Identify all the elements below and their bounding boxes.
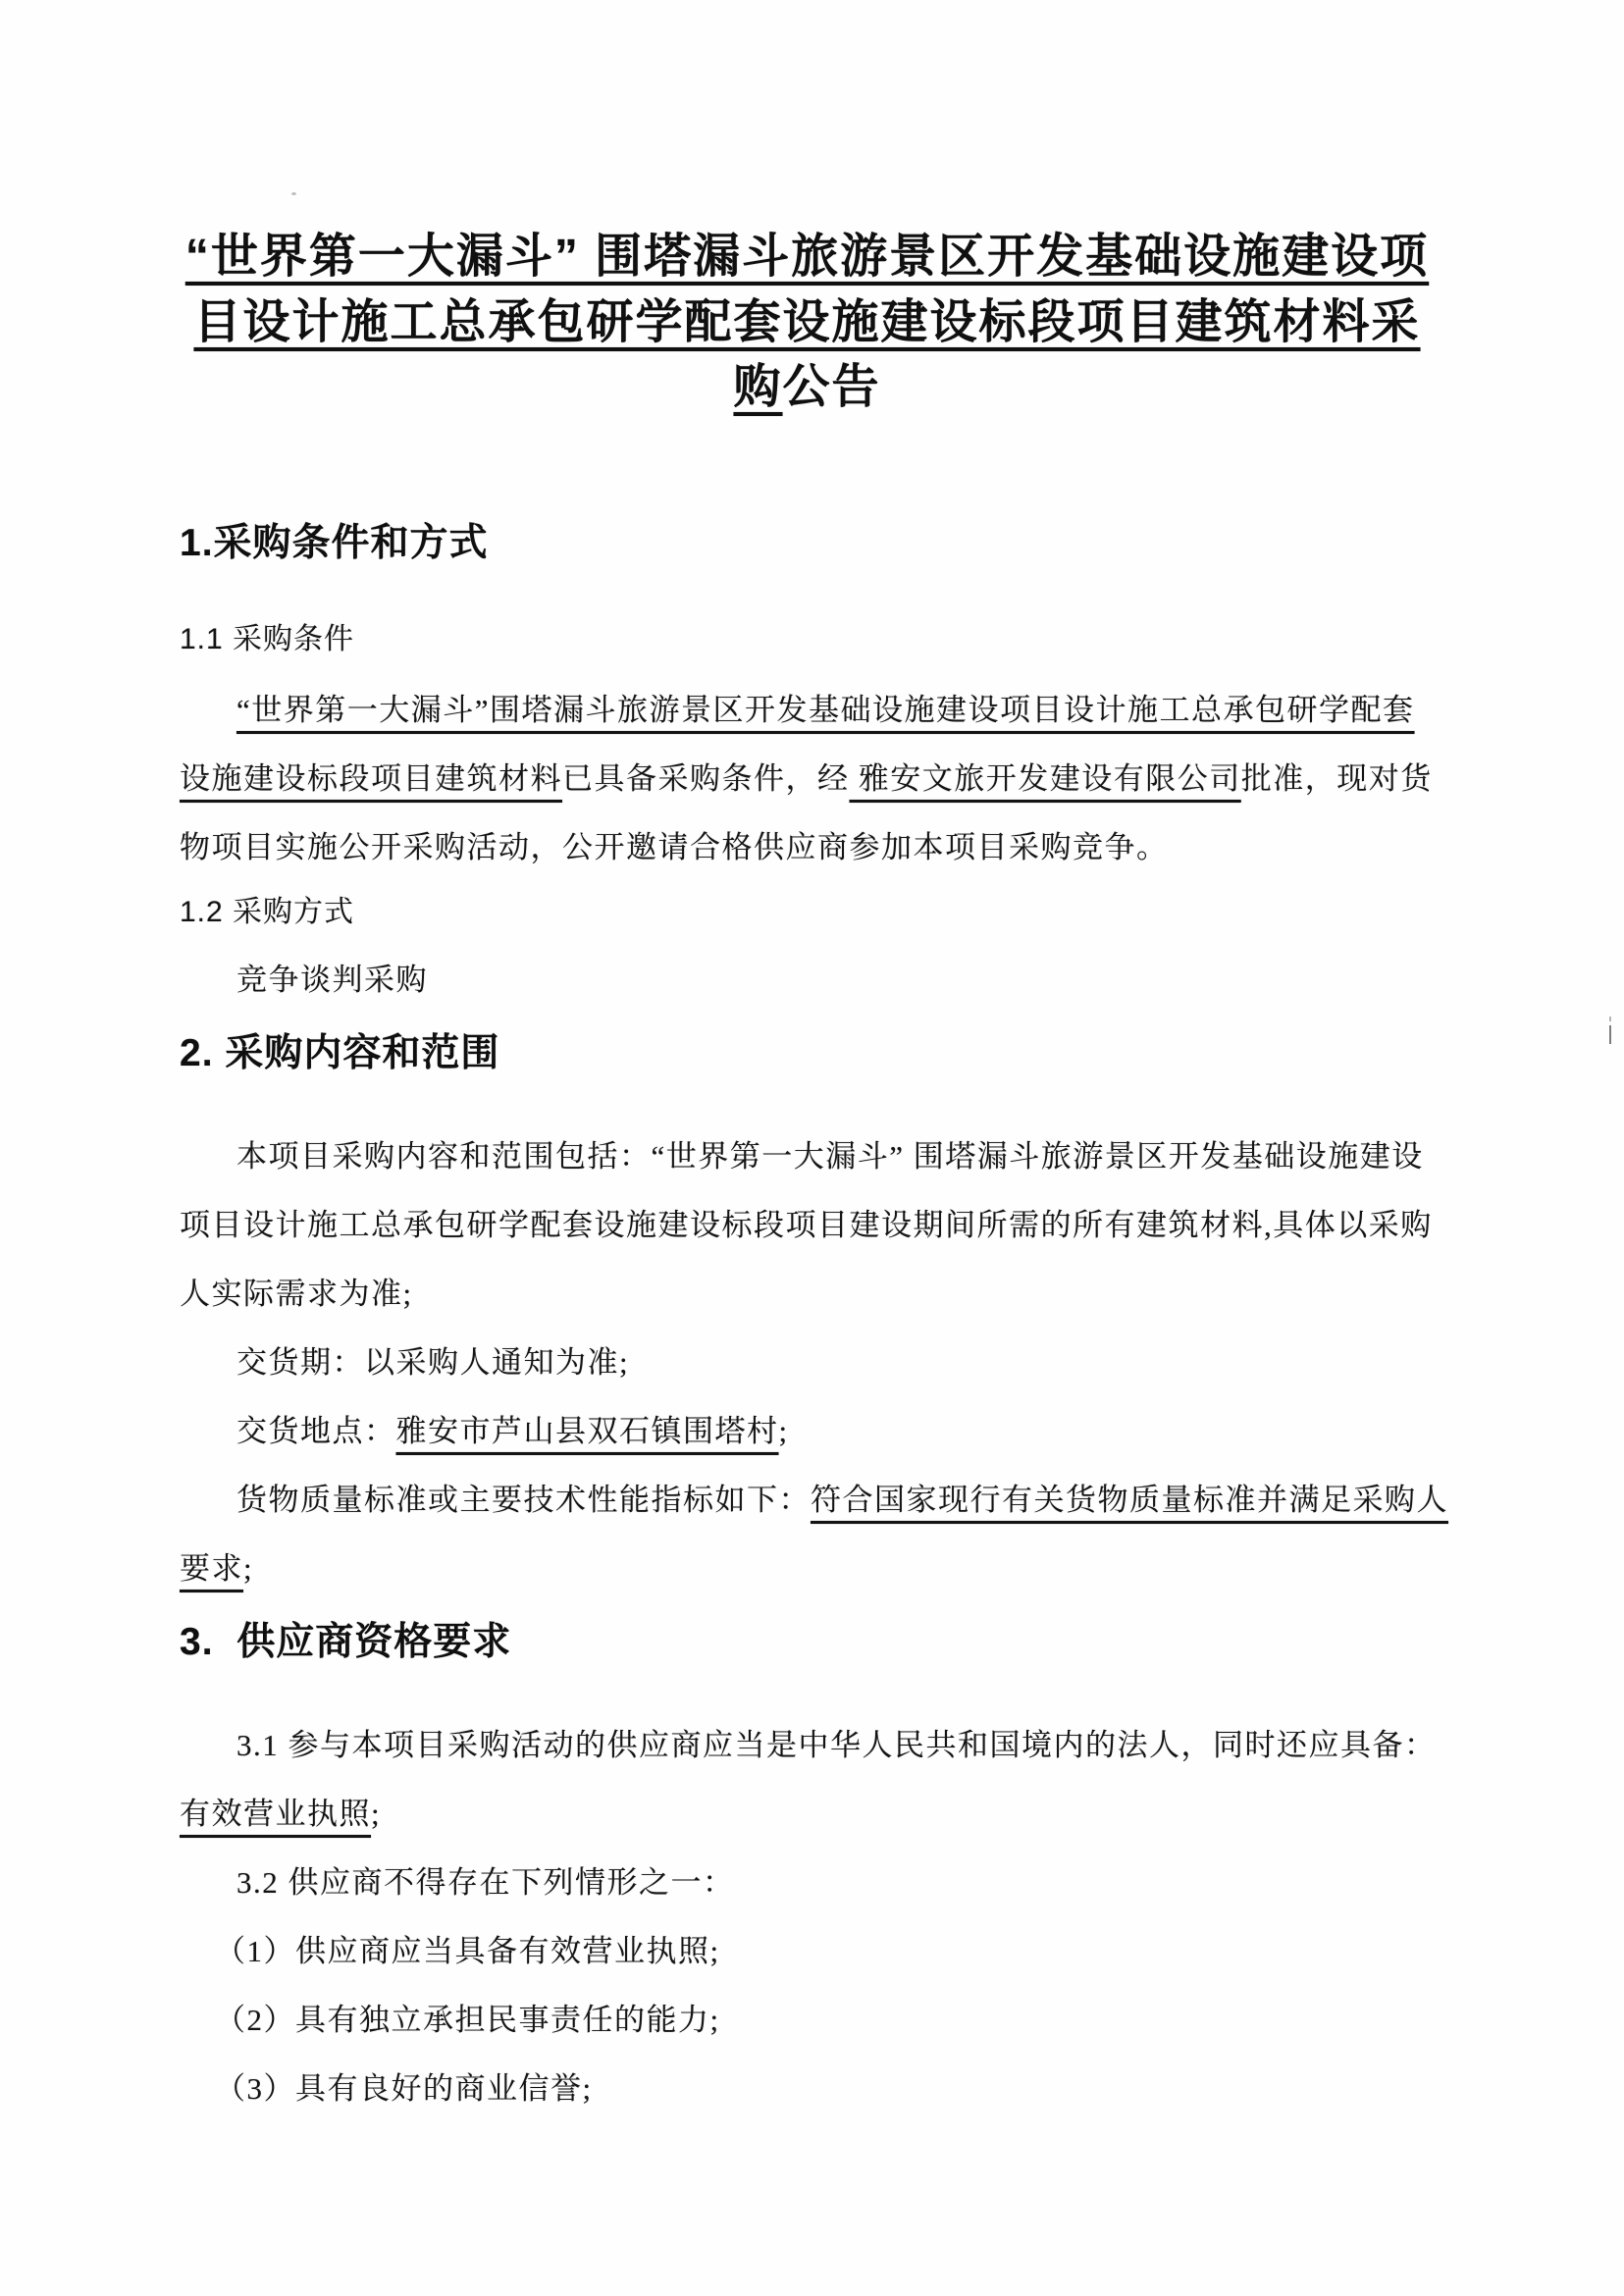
document-title-line-1 (98, 218, 1516, 286)
section-1-1-label: 1.1 采购条件 (180, 623, 355, 655)
plain-text: 已具备采购条件，经 (562, 761, 850, 796)
section-3-heading: 3. 供应商资格要求 (180, 1621, 512, 1663)
underlined-delivery-place: 雅安市芦山县双石镇围塔村 (395, 1414, 779, 1448)
quality-standard-line-1 (180, 1475, 1477, 1519)
underlined-project-name: 设施建设标段项目建筑材料 (180, 761, 562, 796)
item-3-1-line-2 (180, 1789, 1477, 1833)
condition-item-3: （3）具有良好的商业信誉; (215, 2071, 593, 2106)
quality-standard-label: 货物质量标准或主要技术性能指标如下： (236, 1483, 811, 1517)
underlined-quality-standard: 符合国家现行有关货物质量标准并满足采购人 (811, 1483, 1448, 1517)
item-3-2-line: 3.2 供应商不得存在下列情形之一： (236, 1865, 735, 1900)
delivery-place-label: 交货地点： (236, 1414, 396, 1448)
punctuation: ; (243, 1551, 254, 1586)
scan-artifact-speck (291, 192, 296, 195)
underlined-quality-standard: 要求 (180, 1551, 243, 1586)
para-2-line-3: 人实际需求为准; (180, 1277, 413, 1311)
quality-standard-line-2 (180, 1543, 1477, 1588)
title-underlined-text: 购 (733, 361, 783, 413)
punctuation: ; (371, 1797, 382, 1831)
punctuation: ; (778, 1414, 789, 1448)
section-2-heading: 2. 采购内容和范围 (180, 1032, 500, 1074)
document-title-line-3 (98, 348, 1516, 416)
para-2-line-1: 本项目采购内容和范围包括：“世界第一大漏斗” 围塔漏斗旅游景区开发基础设施建设 (236, 1139, 1424, 1174)
underlined-project-name: “世界第一大漏斗”围塔漏斗旅游景区开发基础设施建设项目设计施工总承包研学配套 (236, 693, 1415, 727)
item-3-1-line-1: 3.1 参与本项目采购活动的供应商应当是中华人民共和国境内的法人，同时还应具备： (236, 1728, 1437, 1762)
underlined-license-requirement: 有效营业执照 (180, 1797, 371, 1831)
para-1-1-line-3: 物项目实施公开采购活动，公开邀请合格供应商参加本项目采购竞争。 (180, 830, 1169, 864)
para-2-line-2: 项目设计施工总承包研学配套设施建设标段项目建设期间所需的所有建筑材料,具体以采购 (180, 1208, 1433, 1242)
underlined-approver-name: 雅安文旅开发建设有限公司 (849, 761, 1241, 796)
document-title-line-2 (98, 284, 1516, 351)
para-1-1-line-2 (180, 754, 1477, 798)
section-1-2-label: 1.2 采购方式 (180, 896, 355, 928)
procurement-method-value: 竞争谈判采购 (236, 963, 428, 997)
section-1-heading: 1.采购条件和方式 (180, 522, 489, 564)
title-underlined-text: 目设计施工总承包研学配套设施建设标段项目建筑材料采 (193, 296, 1421, 348)
title-underlined-text: “世界第一大漏斗” 围塔漏斗旅游景区开发基础设施建设项 (184, 231, 1430, 283)
plain-text: 批准，现对货 (1240, 761, 1433, 796)
condition-item-1: （1）供应商应当具备有效营业执照; (215, 1934, 720, 1968)
title-plain-text: 公告 (782, 361, 881, 413)
delivery-place-line (180, 1406, 1477, 1450)
delivery-time-line: 交货期：以采购人通知为准; (236, 1345, 630, 1380)
para-1-1-line-1 (180, 685, 1477, 729)
scan-artifact-edge-dash (1609, 1017, 1611, 1044)
condition-item-2: （2）具有独立承担民事责任的能力; (215, 2003, 720, 2037)
